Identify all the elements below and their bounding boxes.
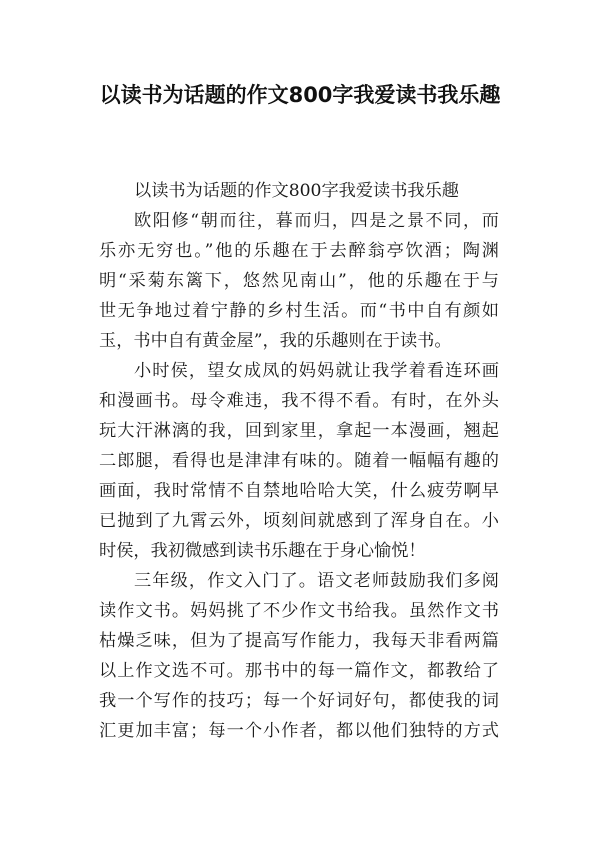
body-line: 欧阳修“朝而往，暮而归，四是之景不同，而 <box>134 211 499 231</box>
body-line: 已抛到了九霄云外，顷刻间就感到了浑身自在。小 <box>99 511 499 531</box>
body-line: 和漫画书。母令难违，我不得不看。有时，在外头 <box>99 391 499 411</box>
body-line: 读作文书。妈妈挑了不少作文书给我。虽然作文书 <box>99 601 499 621</box>
body-line: 玩大汗淋漓的我，回到家里，拿起一本漫画，翘起 <box>99 421 499 441</box>
body-line: 世无争地过着宁静的乡村生活。而“书中自有颜如 <box>99 301 499 321</box>
body-line: 以读书为话题的作文800字我爱读书我乐趣 <box>134 181 459 201</box>
body-line: 以上作文选不可。那书中的每一篇作文，都教给了 <box>99 661 499 681</box>
body-line: 乐亦无穷也。”他的乐趣在于去醉翁亭饮酒；陶渊 <box>99 241 499 261</box>
body-line: 画面，我时常情不自禁地哈哈大笑，什么疲劳啊早 <box>99 481 499 501</box>
body-line: 三年级，作文入门了。语文老师鼓励我们多阅 <box>134 571 499 591</box>
body-line: 小时侯，望女成凤的妈妈就让我学着看连环画 <box>134 361 499 381</box>
body-line: 明“采菊东篱下，悠然见南山”，他的乐趣在于与 <box>99 271 499 291</box>
document-title: 以读书为话题的作文800字我爱读书我乐趣 <box>99 83 501 107</box>
body-line: 我一个写作的技巧；每一个好词好句，都使我的词 <box>99 691 499 711</box>
body-line: 二郎腿，看得也是津津有味的。随着一幅幅有趣的 <box>99 451 499 471</box>
body-line: 时侯，我初微感到读书乐趣在于身心愉悦！ <box>99 541 426 561</box>
body-line: 枯燥乏味，但为了提高写作能力，我每天非看两篇 <box>99 631 499 651</box>
document-body <box>99 176 499 746</box>
body-line: 汇更加丰富；每一个小作者，都以他们独特的方式 <box>99 721 499 741</box>
body-line: 玉，书中自有黄金屋”，我的乐趣则在于读书。 <box>99 331 452 351</box>
